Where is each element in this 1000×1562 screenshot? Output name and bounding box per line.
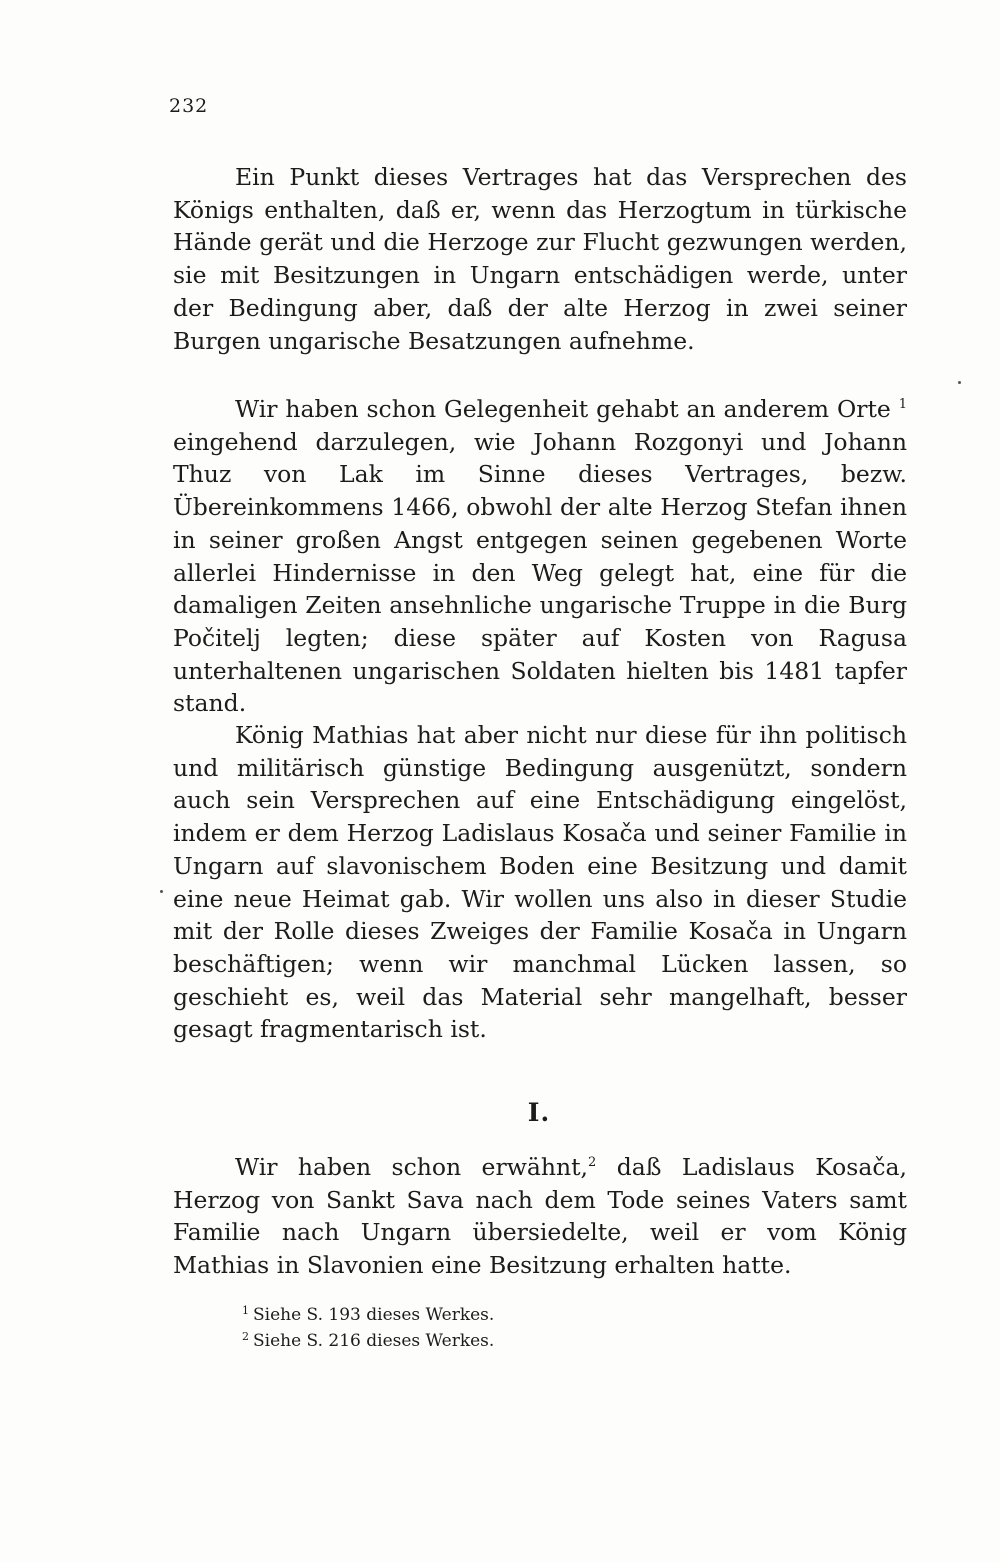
ink-speck: [958, 381, 961, 384]
paragraph-4: [173, 1151, 907, 1282]
paragraph-3: König Mathias hat aber nicht nur diese für ihn politisch und militärisch günstige Bedingung ausgenützt, sondern auch sein Versprechen auf eine Entschädigung eingelöst, indem er dem Herzog Ladislaus Kosača und seiner Familie in Ungarn auf slavonischem Boden eine Besitzung und damit eine neue Heimat gab. Wir wollen uns also in dieser Studie mit der Rolle dieses Zweiges der Familie Kosača in Ungarn beschäftigen; wenn wir manchmal Lücken lassen, so geschieht es, weil das Material sehr mangelhaft, besser gesagt fragmentarisch ist.: [173, 721, 907, 1044]
paragraph-2: [173, 393, 907, 720]
footnote-ref-2: 2: [588, 1155, 597, 1170]
ink-speck: [160, 890, 163, 893]
footnote-ref-1: 1: [898, 397, 907, 412]
section-heading: I.: [527, 1098, 551, 1127]
paragraph-2-text-b: eingehend darzulegen, wie Johann Rozgonyi und Johann Thuz von Lak im Sinne dieses Vertrages, bezw. Übereinkommens 1466, obwohl der alte Herzog Stefan ihnen in seiner großen Angst entgegen seinen gegebenen Worte allerlei Hindernisse in den Weg gelegt hat, eine für die damaligen Zeiten ansehnliche ungarische Truppe in die Burg Počitelj legten; diese später auf Kosten von Ragusa unterhaltenen ungarischen Soldaten hielten bis 1481 tapfer stand.: [173, 427, 907, 718]
footnote-2-text: Siehe S. 216 dieses Werkes.: [253, 1331, 495, 1351]
footnote-1-mark: 1: [242, 1304, 249, 1317]
page-number: 232: [169, 95, 209, 117]
footnotes: [242, 1300, 494, 1352]
footnote-2: [242, 1326, 494, 1352]
footnote-2-mark: 2: [242, 1330, 249, 1343]
paragraph-1: Ein Punkt dieses Vertrages hat das Versprechen des Königs enthalten, daß er, wenn das Herzogtum in türkische Hände gerät und die Herzoge zur Flucht gezwungen werden, sie mit Besitzungen in Ungarn entschädigen werde, unter der Bedingung aber, daß der alte Herzog in zwei seiner Burgen ungarische Besatzungen aufnehme.: [173, 163, 907, 355]
paragraph-2-text-a: Wir haben schon Gelegenheit gehabt an anderem Orte: [235, 395, 891, 423]
paragraph-4-text-a: Wir haben schon erwähnt,: [235, 1153, 589, 1181]
footnote-1: [242, 1300, 494, 1326]
footnote-1-text: Siehe S. 193 dieses Werkes.: [253, 1305, 495, 1325]
paragraph-4-text-b: daß Ladislaus Kosača, Herzog von Sankt Sava nach dem Tode seines Vaters samt Familie nach Ungarn übersiedelte, weil er vom König Mathias in Slavonien eine Besitzung erhalten hatte.: [173, 1153, 907, 1280]
